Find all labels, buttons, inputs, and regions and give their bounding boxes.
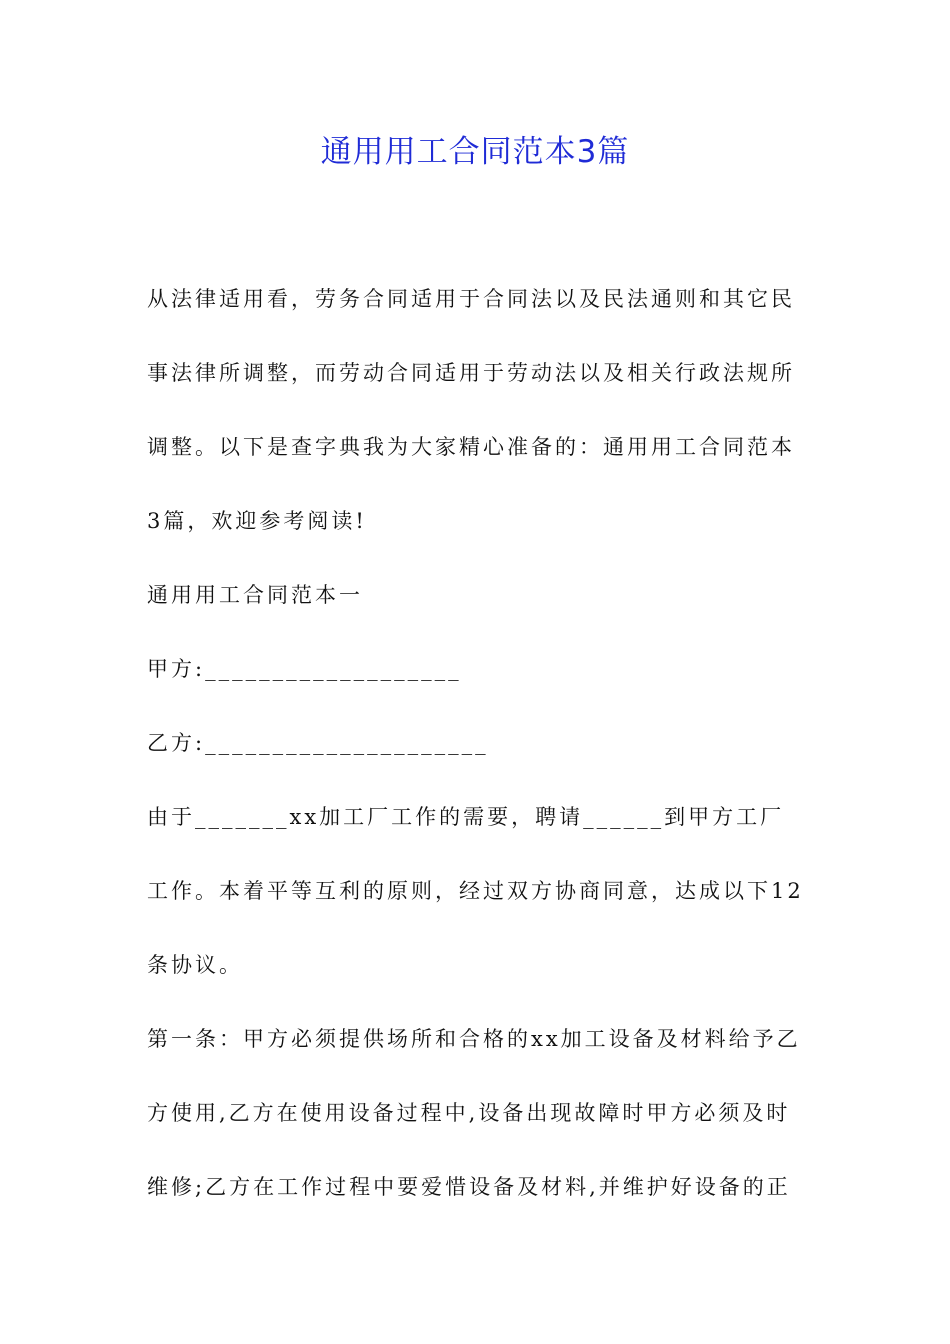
intro-paragraph: 从法律适用看，劳务合同适用于合同法以及民法通则和其它民事法律所调整，而劳动合同适用于劳动法以及相关行政法规所调整。以下是查字典我为大家精心准备的：通用用工合同范本3篇，欢迎参考阅读! [147, 287, 795, 533]
party-a-line: 甲方:___________________ [147, 657, 462, 681]
document-body [147, 262, 807, 1224]
document-title: 通用用工合同范本3篇 [320, 134, 630, 170]
section-heading: 通用用工合同范本一 [147, 583, 363, 607]
agreement-paragraph: 由于_______xx加工厂工作的需要，聘请______到甲方工厂工作。本着平等互利的原则，经过双方协商同意，达成以下12条协议。 [147, 805, 804, 977]
party-b-line: 乙方:_____________________ [147, 731, 489, 755]
article-one-paragraph: 第一条：甲方必须提供场所和合格的xx加工设备及材料给予乙方使用,乙方在使用设备过程中,设备出现故障时甲方必须及时维修;乙方在工作过程中要爱惜设备及材料,并维护好设备的正 [147, 1027, 801, 1199]
